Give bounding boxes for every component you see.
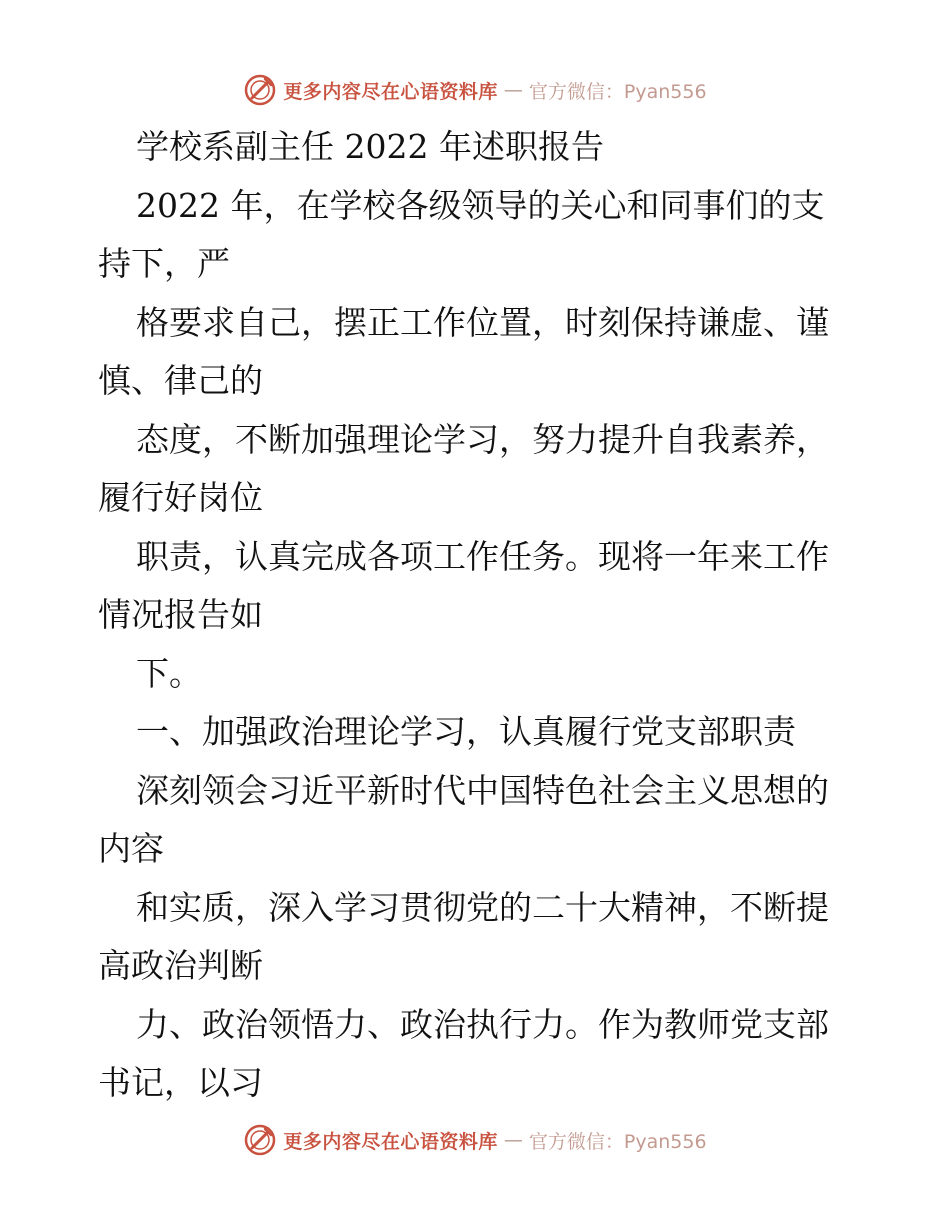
footer-watermark	[0, 1120, 950, 1160]
watermark-contact-text: 官方微信：Pyan556	[528, 80, 707, 103]
document-title: 学校系副主任 2022 年述职报告	[136, 127, 604, 166]
text-line: 职责，认真完成各项工作任务。现将一年来工作	[136, 536, 829, 576]
text-line: 2022 年，在学校各级领导的关心和同事们的支	[136, 185, 825, 225]
text-line: 持下，严	[98, 244, 230, 283]
text-line: 内容	[98, 829, 164, 868]
text-line: 履行好岗位	[98, 478, 263, 517]
text-line: 深刻领会习近平新时代中国特色社会主义思想的	[136, 770, 829, 810]
watermark-brand-text: 更多内容尽在心语资料库	[283, 80, 498, 103]
section-heading: 一、加强政治理论学习，认真履行党支部职责	[136, 712, 796, 751]
text-line: 态度，不断加强理论学习，努力提升自我素养，	[136, 419, 829, 459]
text-line: 慎、律己的	[98, 361, 263, 400]
header-watermark	[0, 70, 950, 110]
document-body	[98, 118, 858, 1113]
text-line: 下。	[136, 653, 202, 693]
text-line: 和实质，深入学习贯彻党的二十大精神，不断提	[136, 887, 829, 927]
watermark-brand-text: 更多内容尽在心语资料库	[283, 1130, 498, 1153]
text-line: 高政治判断	[98, 946, 263, 985]
seal-logo-icon	[243, 73, 277, 107]
text-line: 格要求自己，摆正工作位置，时刻保持谦虚、谨	[136, 302, 829, 342]
watermark-contact-text: 官方微信：Pyan556	[528, 1130, 707, 1153]
text-line: 情况报告如	[98, 595, 263, 634]
watermark-separator: —	[503, 1129, 523, 1151]
text-line: 力、政治领悟力、政治执行力。作为教师党支部	[136, 1004, 829, 1044]
seal-logo-icon	[243, 1123, 277, 1157]
watermark-separator: —	[503, 79, 523, 101]
text-line: 书记，以习	[98, 1063, 263, 1102]
